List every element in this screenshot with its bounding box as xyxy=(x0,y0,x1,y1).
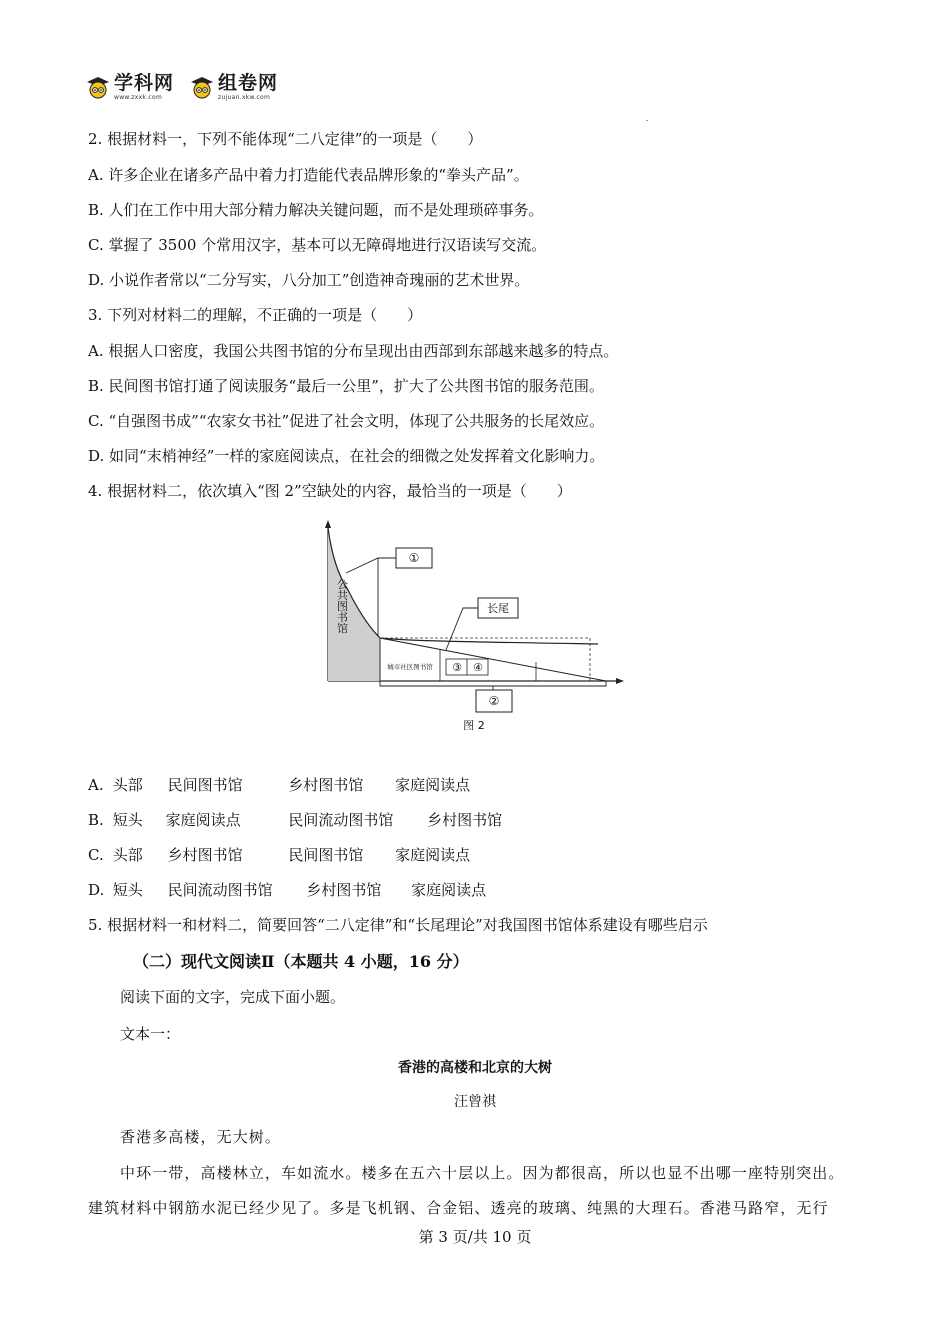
section-heading: （二）现代文阅读Ⅱ（本题共 4 小题，16 分） xyxy=(133,952,469,971)
figure-box-2-label: ② xyxy=(488,694,500,708)
option-item: 头部 xyxy=(112,846,143,864)
q2-option-a: A. 许多企业在诸多产品中着力打造能代表品牌形象的“拳头产品”。 xyxy=(88,166,529,184)
option-item: 民间图书馆 xyxy=(288,846,364,864)
figure-long-tail-label: 长尾 xyxy=(487,602,509,615)
q3-option-c: C. “自强图书成”“农家女书社”促进了社会文明，体现了公共服务的长尾效应。 xyxy=(88,412,605,430)
option-item: 短头 xyxy=(112,811,143,829)
graduation-cap-mascot-icon xyxy=(190,75,214,99)
option-item: 家庭阅读点 xyxy=(395,776,471,794)
figure-box-1-label: ① xyxy=(408,551,420,565)
figure-box-4-label: ④ xyxy=(473,661,483,674)
logo-zujuanwang xyxy=(190,71,279,101)
q4-option-b xyxy=(88,809,502,831)
option-item: 家庭阅读点 xyxy=(411,881,487,899)
option-item: 民间流动图书馆 xyxy=(167,881,273,899)
q3-option-d: D. 如同“末梢神经”一样的家庭阅读点，在社会的细微之处发挥着文化影响力。 xyxy=(88,447,605,465)
logo-name: 学科网 xyxy=(114,71,175,94)
q3-stem: 3. 下列对材料二的理解，不正确的一项是（ ） xyxy=(88,306,423,324)
q3-option-b: B. 民间图书馆打通了阅读服务“最后一公里”，扩大了公共图书馆的服务范围。 xyxy=(88,377,604,395)
text-label: 文本一： xyxy=(120,1025,181,1043)
figure-caption: 图 2 xyxy=(463,719,485,732)
article-paragraph-2: 中环一带，高楼林立，车如流水。楼多在五六十层以上。因为都很高，所以也显不出哪一座特别突出。 xyxy=(120,1164,845,1182)
article-paragraph-3: 建筑材料中钢筋水泥已经少见了。多是飞机钢、合金铝、透亮的玻璃、纯黑的大理石。香港马路窄，无行 xyxy=(88,1199,829,1217)
q5-stem: 5. 根据材料一和材料二，简要回答“二八定律”和“长尾理论”对我国图书馆体系建设有哪些启示 xyxy=(88,916,708,934)
q3-option-a: A. 根据人口密度，我国公共图书馆的分布呈现出由西部到东部越来越多的特点。 xyxy=(88,342,619,360)
header-logos xyxy=(86,70,278,104)
option-item: 乡村图书馆 xyxy=(167,846,243,864)
q4-option-a xyxy=(88,774,470,796)
option-item: 家庭阅读点 xyxy=(165,811,241,829)
logo-xuekewang xyxy=(86,71,175,101)
figure-box-3-label: ③ xyxy=(452,661,462,674)
q4-option-c xyxy=(88,844,470,866)
option-item: 家庭阅读点 xyxy=(395,846,471,864)
article-paragraph-1: 香港多高楼，无大树。 xyxy=(120,1128,282,1146)
logo-name: 组卷网 xyxy=(218,71,279,94)
q2-stem: 2. 根据材料一，下列不能体现“二八定律”的一项是（ ） xyxy=(88,130,483,148)
option-letter: C. xyxy=(88,846,104,864)
graduation-cap-mascot-icon xyxy=(86,75,110,99)
option-item: 乡村图书馆 xyxy=(306,881,382,899)
logo-url: zujuan.xkw.com xyxy=(218,93,271,101)
logo-url: www.zxxk.com xyxy=(114,93,163,101)
q4-stem: 4. 根据材料二，依次填入“图 2”空缺处的内容，最恰当的一项是（ ） xyxy=(88,482,572,500)
q4-option-d xyxy=(88,879,486,901)
article-author: 汪曾祺 xyxy=(454,1094,496,1110)
option-item: 乡村图书馆 xyxy=(427,811,503,829)
q2-option-b: B. 人们在工作中用大部分精力解决关键问题，而不是处理琐碎事务。 xyxy=(88,201,544,219)
option-letter: B. xyxy=(88,811,104,829)
section-instruction: 阅读下面的文字，完成下面小题。 xyxy=(120,988,346,1006)
figure-2-long-tail-diagram xyxy=(318,518,628,740)
option-item: 头部 xyxy=(112,776,143,794)
q2-option-c: C. 掌握了 3500 个常用汉字，基本可以无障碍地进行汉语读写交流。 xyxy=(88,236,547,254)
scan-dot xyxy=(646,120,648,121)
option-item: 短头 xyxy=(112,881,143,899)
q2-option-d: D. 小说作者常以“二分写实，八分加工”创造神奇瑰丽的艺术世界。 xyxy=(88,271,530,289)
figure-label-public-library: 公共图书馆 xyxy=(335,578,349,634)
page-footer: 第 3 页/共 10 页 xyxy=(418,1228,532,1246)
option-letter: A. xyxy=(88,776,104,794)
article-title: 香港的高楼和北京的大树 xyxy=(398,1060,552,1076)
option-item: 民间流动图书馆 xyxy=(288,811,394,829)
option-item: 乡村图书馆 xyxy=(288,776,364,794)
option-letter: D. xyxy=(88,881,105,899)
option-item: 民间图书馆 xyxy=(167,776,243,794)
figure-community-library-label: 城市社区图书馆 xyxy=(387,663,433,671)
